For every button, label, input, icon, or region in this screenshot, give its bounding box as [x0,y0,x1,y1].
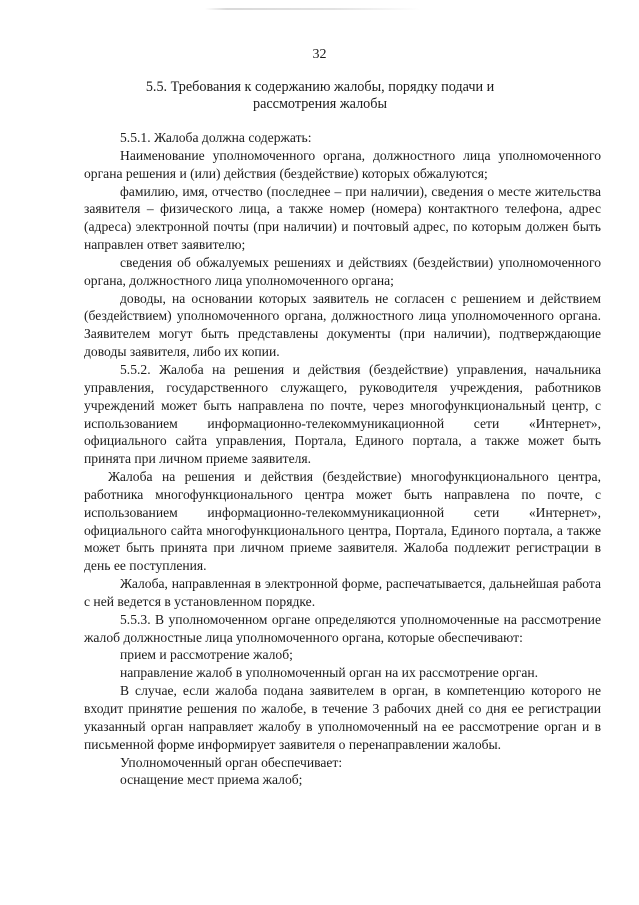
paragraph-clause-5-5-3: 5.5.3. В уполномоченном органе определяются уполномоченные на рассмотрение жалоб должностные лица уполномоченного органа, которые обеспечивают: [84,611,601,645]
paragraph-authority-name: Наименование уполномоченного органа, должностного лица уполномоченного органа решения и (или) действия (бездействие) которых обжалуются; [84,147,601,181]
paragraph-arguments: доводы, на основании которых заявитель не согласен с решением и действием (бездействием) уполномоченного органа, должностного лица уполномоченного органа. Заявителем могут быть представлены документы (при наличии), подтверждающие доводы заявителя, либо их копии. [84,290,601,360]
paragraph-redirect-case: В случае, если жалоба подана заявителем в орган, в компетенцию которого не входит принятие решения по жалобе, в течение 3 рабочих дней со дня ее регистрации указанный орган направляет жалобу в уполномоченный на ее рассмотрение орган и в письменной форме информирует заявителя о перенаправлении жалобы. [84,683,601,752]
paragraph-clause-5-5-1: 5.5.1. Жалоба должна содержать: [120,130,312,145]
paragraph-forwarding: направление жалоб в уполномоченный орган на их рассмотрение орган. [120,665,539,681]
paragraph-clause-5-5-2: 5.5.2. Жалоба на решения и действия (бездействие) управления, начальника управления, государственного служащего, руководителя учреждения, работников учреждений может быть направлена по почте, через многофункциональный центр, с использованием информационно-телекоммуникационной сети «Интернет», официального сайта управления, Портала, Единого портала, а также может быть принята при личном приеме заявителя. [84,361,601,467]
paragraph-appealed-decisions: сведения об обжалуемых решениях и действиях (бездействии) уполномоченного органа, должностного лица уполномоченного органа; [84,254,601,288]
paragraph-electronic-complaint: Жалоба, направленная в электронной форме, распечатывается, дальнейшая работа с ней ведется в установленном порядке. [84,576,601,609]
page-number: 32 [312,47,327,62]
section-title: 5.5. Требования к содержанию жалобы, порядку подачи и рассмотрения жалобы [145,79,495,112]
paragraph-equipment: оснащение мест приема жалоб; [120,772,303,788]
paragraph-reception: прием и рассмотрение жалоб; [120,647,293,663]
paragraph-applicant-details: фамилию, имя, отчество (последнее – при наличии), сведения о месте жительства заявителя – физического лица, а также номер (номера) контактного телефона, адрес (адреса) электронной почты (при наличии) и почтовый адрес, по которым должен быть направлен ответ заявителю; [84,183,601,253]
paragraph-authority-provides: Уполномоченный орган обеспечивает: [120,754,343,770]
body-text [84,129,601,789]
scan-artifact [205,8,420,10]
paragraph-mfc-complaint: Жалоба на решения и действия (бездействие) многофункционального центра, работника многофункционального центра может быть направлена по почте, с использованием информационно-телекоммуникационной сети «Интернет», официального сайта многофункционального центра, Портала, Единого портала, а также может быть принята при личном приеме заявителя. Жалоба подлежит регистрации в день ее поступления. [84,469,601,574]
